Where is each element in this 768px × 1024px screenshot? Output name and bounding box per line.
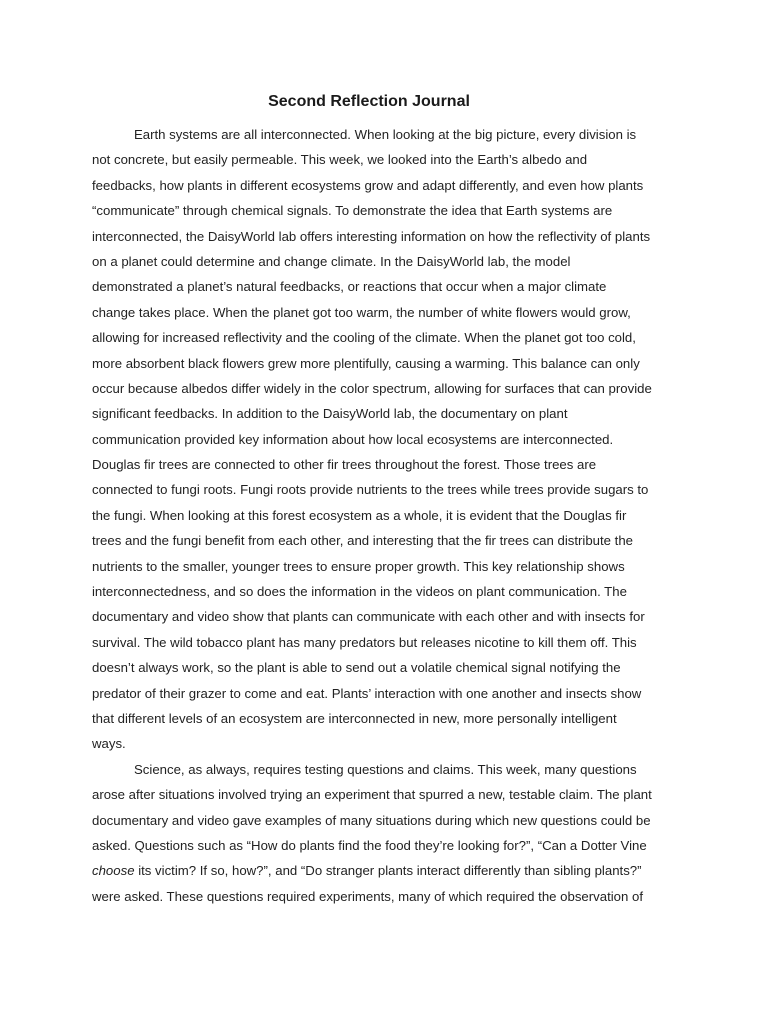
paragraph-1-line: connected to fungi roots. Fungi roots provide nutrients to the trees while trees provide sugars to (92, 482, 649, 498)
paragraph-1-line: demonstrated a planet’s natural feedbacks, or reactions that occur when a major climate (92, 279, 607, 295)
paragraph-2-line: Science, as always, requires testing questions and claims. This week, many questions (134, 761, 637, 777)
paragraph-2-line (92, 858, 682, 883)
paragraph-1-line: interconnected, the DaisyWorld lab offers interesting information on how the reflectivity of plants (92, 228, 651, 244)
paragraph-1-line: change takes place. When the planet got too warm, the number of white flowers would grow, (92, 304, 631, 320)
paragraph-1-line: survival. The wild tobacco plant has many predators but releases nicotine to kill them off. This (92, 634, 637, 650)
paragraph-2-line: documentary and video gave examples of many situations during which new questions could be (92, 812, 651, 828)
paragraph-1-line: occur because albedos differ widely in the color spectrum, allowing for surfaces that can provide (92, 380, 652, 396)
paragraph-1-line: the fungi. When looking at this forest ecosystem as a whole, it is evident that the Douglas fir (92, 507, 627, 523)
paragraph-1-line: doesn’t always work, so the plant is able to send out a volatile chemical signal notifying the (92, 660, 621, 676)
paragraph-1-line: Earth systems are all interconnected. When looking at the big picture, every division is (134, 127, 637, 142)
paragraph-1-line: allowing for increased reflectivity and the cooling of the climate. When the planet got too cold, (92, 330, 636, 346)
document-title: Second Reflection Journal (268, 93, 470, 110)
paragraph-1-line: documentary and video show that plants can communicate with each other and with insects for (92, 609, 645, 625)
paragraph-2-line: asked. Questions such as “How do plants find the food they’re looking for?”, “Can a Dotter Vine (92, 837, 647, 853)
paragraph-2-line: were asked. These questions required experiments, many of which required the observation of (92, 888, 644, 904)
paragraph-2-line: arose after situations involved trying an experiment that spurred a new, testable claim. The plant (92, 787, 652, 803)
paragraph-1-line: nutrients to the smaller, younger trees to ensure proper growth. This key relationship shows (92, 558, 625, 574)
paragraph-1-line: interconnectedness, and so does the information in the videos on plant communication. The (92, 584, 627, 600)
paragraph-1-line: ways. (92, 736, 126, 752)
paragraph-1-line: Douglas fir trees are connected to other fir trees throughout the forest. Those trees are (92, 457, 597, 473)
line-text: its victim? If so, how?”, and “Do stranger plants interact differently than sibling plants?” (134, 863, 642, 879)
paragraph-1-line: feedbacks, how plants in different ecosystems grow and adapt differently, and even how plants (92, 177, 644, 193)
paragraph-1-line: on a planet could determine and change climate. In the DaisyWorld lab, the model (92, 253, 571, 269)
paragraph-1-line: that different levels of an ecosystem are interconnected in new, more personally intelligent (92, 710, 617, 726)
paragraph-1-line: communication provided key information about how local ecosystems are interconnected. (92, 431, 614, 447)
paragraph-1-line: trees and the fungi benefit from each other, and interesting that the fir trees can distribute the (92, 533, 634, 549)
paragraph-1-line: predator of their grazer to come and eat. Plants’ interaction with one another and insects show (92, 685, 642, 701)
paragraph-1-line: “communicate” through chemical signals. To demonstrate the idea that Earth systems are (92, 203, 613, 219)
paragraph-1-line: not concrete, but easily permeable. This week, we looked into the Earth’s albedo and (92, 152, 588, 168)
italic-word: choose (92, 863, 135, 879)
document-body (92, 122, 682, 909)
paragraph-1-line: significant feedbacks. In addition to the DaisyWorld lab, the documentary on plant (92, 406, 568, 422)
paragraph-1-line: more absorbent black flowers grew more plentifully, causing a warming. This balance can only (92, 355, 640, 371)
